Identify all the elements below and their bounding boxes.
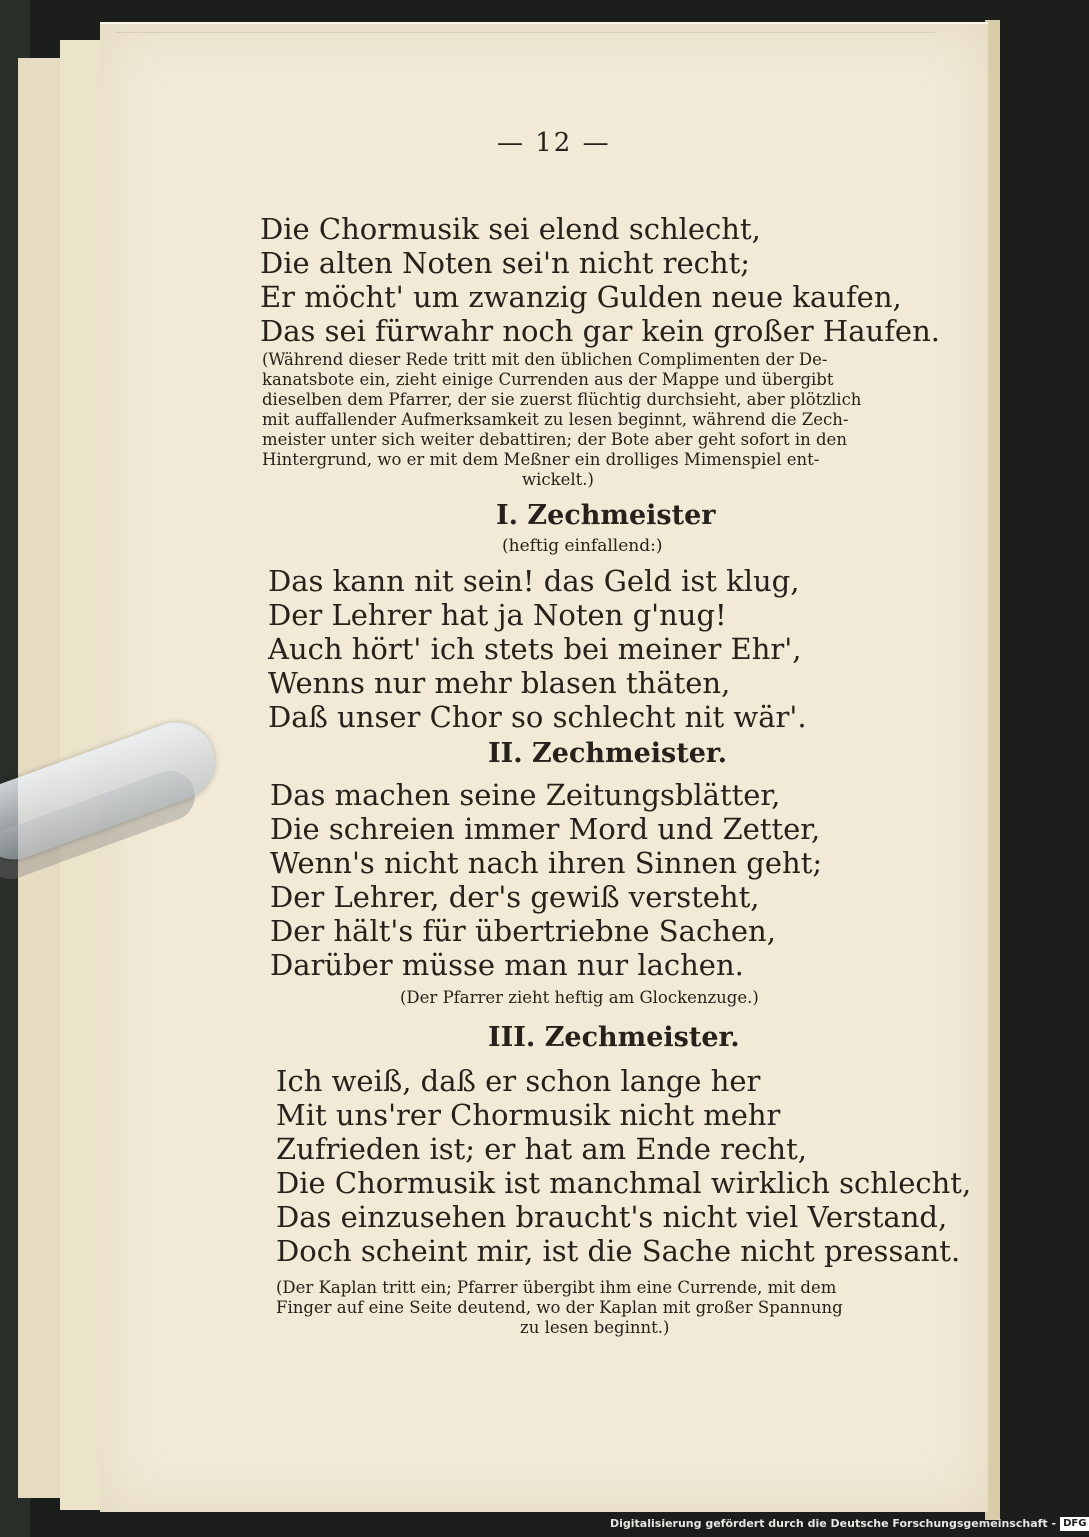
- speaker-heading: II. Zechmeister.: [488, 738, 728, 769]
- stage-direction-line: meister unter sich weiter debattiren; der Bote aber geht sofort in den: [262, 430, 847, 449]
- verse-line: Die Chormusik sei elend schlecht,: [260, 212, 761, 246]
- stage-direction-line: zu lesen beginnt.): [520, 1318, 670, 1337]
- stage-direction-line: (Der Kaplan tritt ein; Pfarrer übergibt ihm eine Currende, mit dem: [276, 1278, 837, 1297]
- verse-line: Das sei fürwahr noch gar kein großer Haufen.: [260, 314, 940, 348]
- verse-line: Der Lehrer hat ja Noten g'nug!: [268, 598, 727, 632]
- speaker-direction: (heftig einfallend:): [502, 536, 663, 556]
- credit-text: Digitalisierung gefördert durch die Deutsche Forschungsgemeinschaft -: [610, 1517, 1057, 1530]
- verse-line: Doch scheint mir, ist die Sache nicht pressant.: [276, 1234, 961, 1268]
- page-top-line: [115, 32, 935, 33]
- verse-line: Das kann nit sein! das Geld ist klug,: [268, 564, 800, 598]
- dfg-logo: DFG: [1060, 1517, 1089, 1531]
- stage-direction-line: kanatsbote ein, zieht einige Currenden aus der Mappe und übergibt: [262, 370, 834, 389]
- verse-line: Er möcht' um zwanzig Gulden neue kaufen,: [260, 280, 902, 314]
- verse-line: Das machen seine Zeitungsblätter,: [270, 778, 781, 812]
- speaker-heading: I. Zechmeister: [496, 500, 716, 531]
- stage-direction-line: (Während dieser Rede tritt mit den üblichen Complimenten der De-: [262, 350, 828, 369]
- verse-line: Die alten Noten sei'n nicht recht;: [260, 246, 751, 280]
- verse-line: Mit uns'rer Chormusik nicht mehr: [276, 1098, 781, 1132]
- stage-direction-line: wickelt.): [522, 470, 594, 489]
- speaker-heading: III. Zechmeister.: [488, 1022, 740, 1053]
- verse-line: Der Lehrer, der's gewiß versteht,: [270, 880, 760, 914]
- verse-line: Ich weiß, daß er schon lange her: [276, 1064, 761, 1098]
- stage-direction-line: Finger auf eine Seite deutend, wo der Kaplan mit großer Spannung: [276, 1298, 843, 1317]
- digitization-credit: [610, 1514, 1087, 1534]
- verse-line: Wenn's nicht nach ihren Sinnen geht;: [270, 846, 823, 880]
- stage-direction-line: mit auffallender Aufmerksamkeit zu lesen beginnt, während die Zech-: [262, 410, 849, 429]
- verse-line: Die Chormusik ist manchmal wirklich schlecht,: [276, 1166, 972, 1200]
- verse-line: Auch hört' ich stets bei meiner Ehr',: [268, 632, 802, 666]
- stage-direction-line: Hintergrund, wo er mit dem Meßner ein drolliges Mimenspiel ent-: [262, 450, 820, 469]
- stage-direction-line: (Der Pfarrer zieht heftig am Glockenzuge.): [400, 988, 759, 1007]
- verse-line: Wenns nur mehr blasen thäten,: [268, 666, 731, 700]
- page-number: — 12 —: [497, 128, 611, 158]
- stage-direction-line: dieselben dem Pfarrer, der sie zuerst flüchtig durchsieht, aber plötzlich: [262, 390, 862, 409]
- verse-line: Darüber müsse man nur lachen.: [270, 948, 744, 982]
- verse-line: Das einzusehen braucht's nicht viel Verstand,: [276, 1200, 948, 1234]
- verse-line: Daß unser Chor so schlecht nit wär'.: [268, 700, 807, 734]
- verse-line: Der hält's für übertriebne Sachen,: [270, 914, 776, 948]
- verse-line: Die schreien immer Mord und Zetter,: [270, 812, 821, 846]
- verse-line: Zufrieden ist; er hat am Ende recht,: [276, 1132, 807, 1166]
